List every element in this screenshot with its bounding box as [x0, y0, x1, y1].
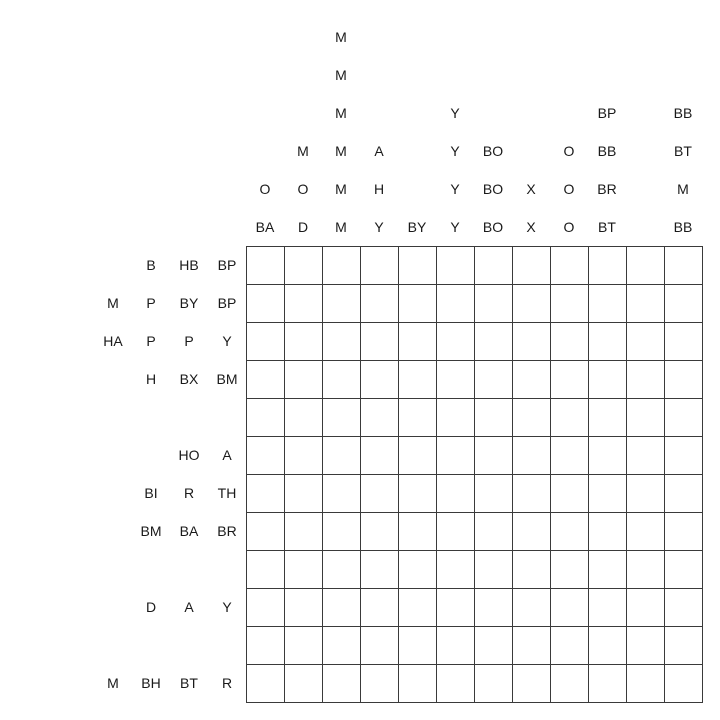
column-clue: BB	[673, 219, 693, 235]
grid-cell[interactable]	[246, 664, 284, 702]
column-clue: Y	[374, 219, 384, 235]
grid-cell[interactable]	[588, 550, 626, 588]
column-clue: O	[563, 181, 575, 197]
row-clue: BM	[216, 371, 238, 387]
grid-cell[interactable]	[398, 398, 436, 436]
grid-cell[interactable]	[474, 512, 512, 550]
grid-cell[interactable]	[474, 246, 512, 284]
row-clue: BR	[217, 523, 237, 539]
column-clue: O	[297, 181, 309, 197]
grid-cell[interactable]	[398, 474, 436, 512]
column-clue: X	[526, 181, 536, 197]
grid-cell[interactable]	[474, 360, 512, 398]
column-clue: BA	[255, 219, 275, 235]
column-clue: D	[297, 219, 309, 235]
grid-cell[interactable]	[436, 246, 474, 284]
row-clue: BP	[217, 257, 237, 273]
row-clue: BH	[141, 675, 161, 691]
grid-cell[interactable]	[512, 664, 550, 702]
grid-cell[interactable]	[512, 360, 550, 398]
row-clue: BI	[144, 485, 158, 501]
column-clue: M	[335, 105, 347, 121]
row-clue: R	[183, 485, 195, 501]
grid-cell[interactable]	[664, 588, 702, 626]
grid-cell[interactable]	[588, 626, 626, 664]
grid-cell[interactable]	[626, 284, 664, 322]
grid-cell[interactable]	[284, 588, 322, 626]
grid-cell[interactable]	[626, 626, 664, 664]
row-clue: P	[184, 333, 194, 349]
row-clue: HB	[179, 257, 199, 273]
row-clue: M	[107, 295, 119, 311]
row-clue: A	[184, 599, 194, 615]
column-clue: BB	[673, 105, 693, 121]
grid-cell[interactable]	[474, 664, 512, 702]
row-clue: BA	[179, 523, 199, 539]
grid-cell[interactable]	[664, 284, 702, 322]
grid-cell[interactable]	[436, 436, 474, 474]
grid-cell[interactable]	[664, 626, 702, 664]
grid-cell[interactable]	[322, 398, 360, 436]
grid-cell[interactable]	[550, 626, 588, 664]
grid-cell[interactable]	[588, 664, 626, 702]
grid-cell[interactable]	[284, 284, 322, 322]
grid-cell[interactable]	[360, 512, 398, 550]
grid-cell[interactable]	[398, 588, 436, 626]
grid-cell[interactable]	[550, 588, 588, 626]
grid-cell[interactable]	[512, 474, 550, 512]
column-clue: BT	[674, 143, 692, 159]
grid-cell[interactable]	[322, 588, 360, 626]
grid-cell[interactable]	[284, 474, 322, 512]
grid-cell[interactable]	[512, 284, 550, 322]
grid-cell[interactable]	[322, 436, 360, 474]
grid-cell[interactable]	[512, 246, 550, 284]
grid-cell[interactable]	[398, 360, 436, 398]
grid-cell[interactable]	[664, 322, 702, 360]
column-clue: X	[526, 219, 536, 235]
grid-cell[interactable]	[360, 246, 398, 284]
grid-cell[interactable]	[436, 550, 474, 588]
grid-cell[interactable]	[284, 664, 322, 702]
grid-cell[interactable]	[664, 398, 702, 436]
column-clue: Y	[450, 143, 460, 159]
grid-cell[interactable]	[626, 550, 664, 588]
grid-cell[interactable]	[550, 512, 588, 550]
grid-cell[interactable]	[512, 626, 550, 664]
grid-cell[interactable]	[512, 398, 550, 436]
row-clue: A	[222, 447, 232, 463]
grid-cell[interactable]	[550, 322, 588, 360]
row-clue: M	[107, 675, 119, 691]
grid-cell[interactable]	[474, 322, 512, 360]
grid-cell[interactable]	[322, 246, 360, 284]
row-clue: HA	[103, 333, 123, 349]
grid-cell[interactable]	[474, 626, 512, 664]
grid-cell[interactable]	[436, 664, 474, 702]
row-clue: Y	[222, 333, 232, 349]
grid-cell[interactable]	[626, 588, 664, 626]
grid-cell[interactable]	[360, 550, 398, 588]
grid-cell[interactable]	[360, 664, 398, 702]
grid-cell[interactable]	[550, 550, 588, 588]
column-clue: Y	[450, 219, 460, 235]
grid-cell[interactable]	[664, 360, 702, 398]
grid-cell[interactable]	[322, 474, 360, 512]
column-clue: BR	[597, 181, 617, 197]
grid-cell[interactable]	[436, 360, 474, 398]
grid-cell[interactable]	[284, 246, 322, 284]
puzzle-grid	[246, 246, 703, 703]
grid-cell[interactable]	[246, 512, 284, 550]
grid-cell[interactable]	[398, 436, 436, 474]
row-clue: B	[146, 257, 156, 273]
grid-cell[interactable]	[436, 284, 474, 322]
grid-cell[interactable]	[664, 436, 702, 474]
column-clue: A	[374, 143, 384, 159]
grid-cell[interactable]	[664, 512, 702, 550]
grid-cell[interactable]	[360, 398, 398, 436]
grid-cell[interactable]	[436, 512, 474, 550]
grid-cell[interactable]	[436, 474, 474, 512]
grid-cell[interactable]	[246, 398, 284, 436]
row-clue: HO	[178, 447, 200, 463]
grid-cell[interactable]	[436, 626, 474, 664]
grid-cell[interactable]	[284, 626, 322, 664]
grid-cell[interactable]	[322, 284, 360, 322]
column-clue: O	[259, 181, 271, 197]
column-clue: Y	[450, 181, 460, 197]
grid-cell[interactable]	[398, 284, 436, 322]
column-clue: M	[335, 29, 347, 45]
grid-cell[interactable]	[246, 474, 284, 512]
column-clue: BO	[482, 143, 504, 159]
column-clue: Y	[450, 105, 460, 121]
grid-cell[interactable]	[512, 588, 550, 626]
column-clue: M	[335, 181, 347, 197]
grid-cell[interactable]	[550, 284, 588, 322]
grid-cell[interactable]	[322, 550, 360, 588]
column-clue: O	[563, 219, 575, 235]
column-clue: BY	[407, 219, 427, 235]
grid-cell[interactable]	[360, 360, 398, 398]
grid-cell[interactable]	[664, 474, 702, 512]
grid-cell[interactable]	[246, 626, 284, 664]
row-clue: P	[146, 295, 156, 311]
row-clue: BM	[140, 523, 162, 539]
row-clue: R	[221, 675, 233, 691]
grid-cell[interactable]	[664, 550, 702, 588]
grid-cell[interactable]	[284, 512, 322, 550]
grid-cell[interactable]	[284, 398, 322, 436]
row-clue: P	[146, 333, 156, 349]
grid-cell[interactable]	[322, 360, 360, 398]
grid-cell[interactable]	[360, 626, 398, 664]
grid-cell[interactable]	[246, 588, 284, 626]
grid-cell[interactable]	[588, 512, 626, 550]
grid-cell[interactable]	[474, 284, 512, 322]
grid-cell[interactable]	[588, 246, 626, 284]
grid-cell[interactable]	[246, 284, 284, 322]
grid-cell[interactable]	[474, 474, 512, 512]
grid-cell[interactable]	[512, 512, 550, 550]
grid-cell[interactable]	[550, 474, 588, 512]
grid-cell[interactable]	[246, 322, 284, 360]
grid-cell[interactable]	[626, 246, 664, 284]
column-clue: BO	[482, 181, 504, 197]
grid-cell[interactable]	[398, 512, 436, 550]
column-clue: M	[677, 181, 689, 197]
grid-cell[interactable]	[626, 322, 664, 360]
grid-cell[interactable]	[550, 664, 588, 702]
column-clue: M	[335, 143, 347, 159]
grid-cell[interactable]	[360, 474, 398, 512]
grid-cell[interactable]	[436, 588, 474, 626]
grid-cell[interactable]	[550, 246, 588, 284]
grid-cell[interactable]	[246, 550, 284, 588]
row-clue: H	[145, 371, 157, 387]
grid-cell[interactable]	[436, 398, 474, 436]
grid-cell[interactable]	[550, 360, 588, 398]
grid-cell[interactable]	[626, 512, 664, 550]
grid-cell[interactable]	[626, 664, 664, 702]
grid-cell[interactable]	[550, 398, 588, 436]
grid-cell[interactable]	[398, 246, 436, 284]
column-clue: M	[297, 143, 309, 159]
grid-cell[interactable]	[398, 626, 436, 664]
column-clue: BP	[597, 105, 617, 121]
grid-cell[interactable]	[322, 664, 360, 702]
column-clue: BO	[482, 219, 504, 235]
grid-cell[interactable]	[246, 436, 284, 474]
row-clue: D	[145, 599, 157, 615]
grid-cell[interactable]	[588, 588, 626, 626]
grid-cell[interactable]	[512, 550, 550, 588]
grid-cell[interactable]	[360, 322, 398, 360]
column-clue: BT	[598, 219, 616, 235]
grid-cell[interactable]	[322, 512, 360, 550]
grid-cell[interactable]	[664, 664, 702, 702]
grid-cell[interactable]	[474, 550, 512, 588]
grid-cell[interactable]	[588, 474, 626, 512]
grid-cell[interactable]	[284, 436, 322, 474]
row-clue: BX	[179, 371, 199, 387]
grid-cell[interactable]	[246, 360, 284, 398]
column-clue: H	[373, 181, 385, 197]
grid-cell[interactable]	[512, 436, 550, 474]
grid-cell[interactable]	[626, 398, 664, 436]
grid-cell[interactable]	[588, 284, 626, 322]
grid-cell[interactable]	[588, 436, 626, 474]
grid-cell[interactable]	[474, 398, 512, 436]
grid-cell[interactable]	[398, 550, 436, 588]
grid-cell[interactable]	[512, 322, 550, 360]
grid-cell[interactable]	[284, 550, 322, 588]
grid-cell[interactable]	[360, 436, 398, 474]
grid-cell[interactable]	[398, 664, 436, 702]
grid-cell[interactable]	[360, 588, 398, 626]
row-clue: Y	[222, 599, 232, 615]
grid-cell[interactable]	[398, 322, 436, 360]
grid-cell[interactable]	[284, 360, 322, 398]
grid-cell[interactable]	[322, 322, 360, 360]
grid-cell[interactable]	[474, 588, 512, 626]
grid-cell[interactable]	[588, 322, 626, 360]
column-clue: BB	[597, 143, 617, 159]
row-clue: TH	[217, 485, 237, 501]
row-clue: BY	[179, 295, 199, 311]
column-clue: M	[335, 67, 347, 83]
grid-cell[interactable]	[284, 322, 322, 360]
row-clue: BT	[180, 675, 198, 691]
grid-cell[interactable]	[550, 436, 588, 474]
grid-cell[interactable]	[246, 246, 284, 284]
grid-cell[interactable]	[588, 360, 626, 398]
grid-cell[interactable]	[588, 398, 626, 436]
column-clue: O	[563, 143, 575, 159]
grid-cell[interactable]	[360, 284, 398, 322]
grid-cell[interactable]	[664, 246, 702, 284]
row-clue: BP	[217, 295, 237, 311]
grid-cell[interactable]	[436, 322, 474, 360]
grid-cell[interactable]	[474, 436, 512, 474]
grid-cell[interactable]	[322, 626, 360, 664]
column-clue: M	[335, 219, 347, 235]
grid-cell[interactable]	[626, 436, 664, 474]
grid-cell[interactable]	[626, 474, 664, 512]
grid-cell[interactable]	[626, 360, 664, 398]
